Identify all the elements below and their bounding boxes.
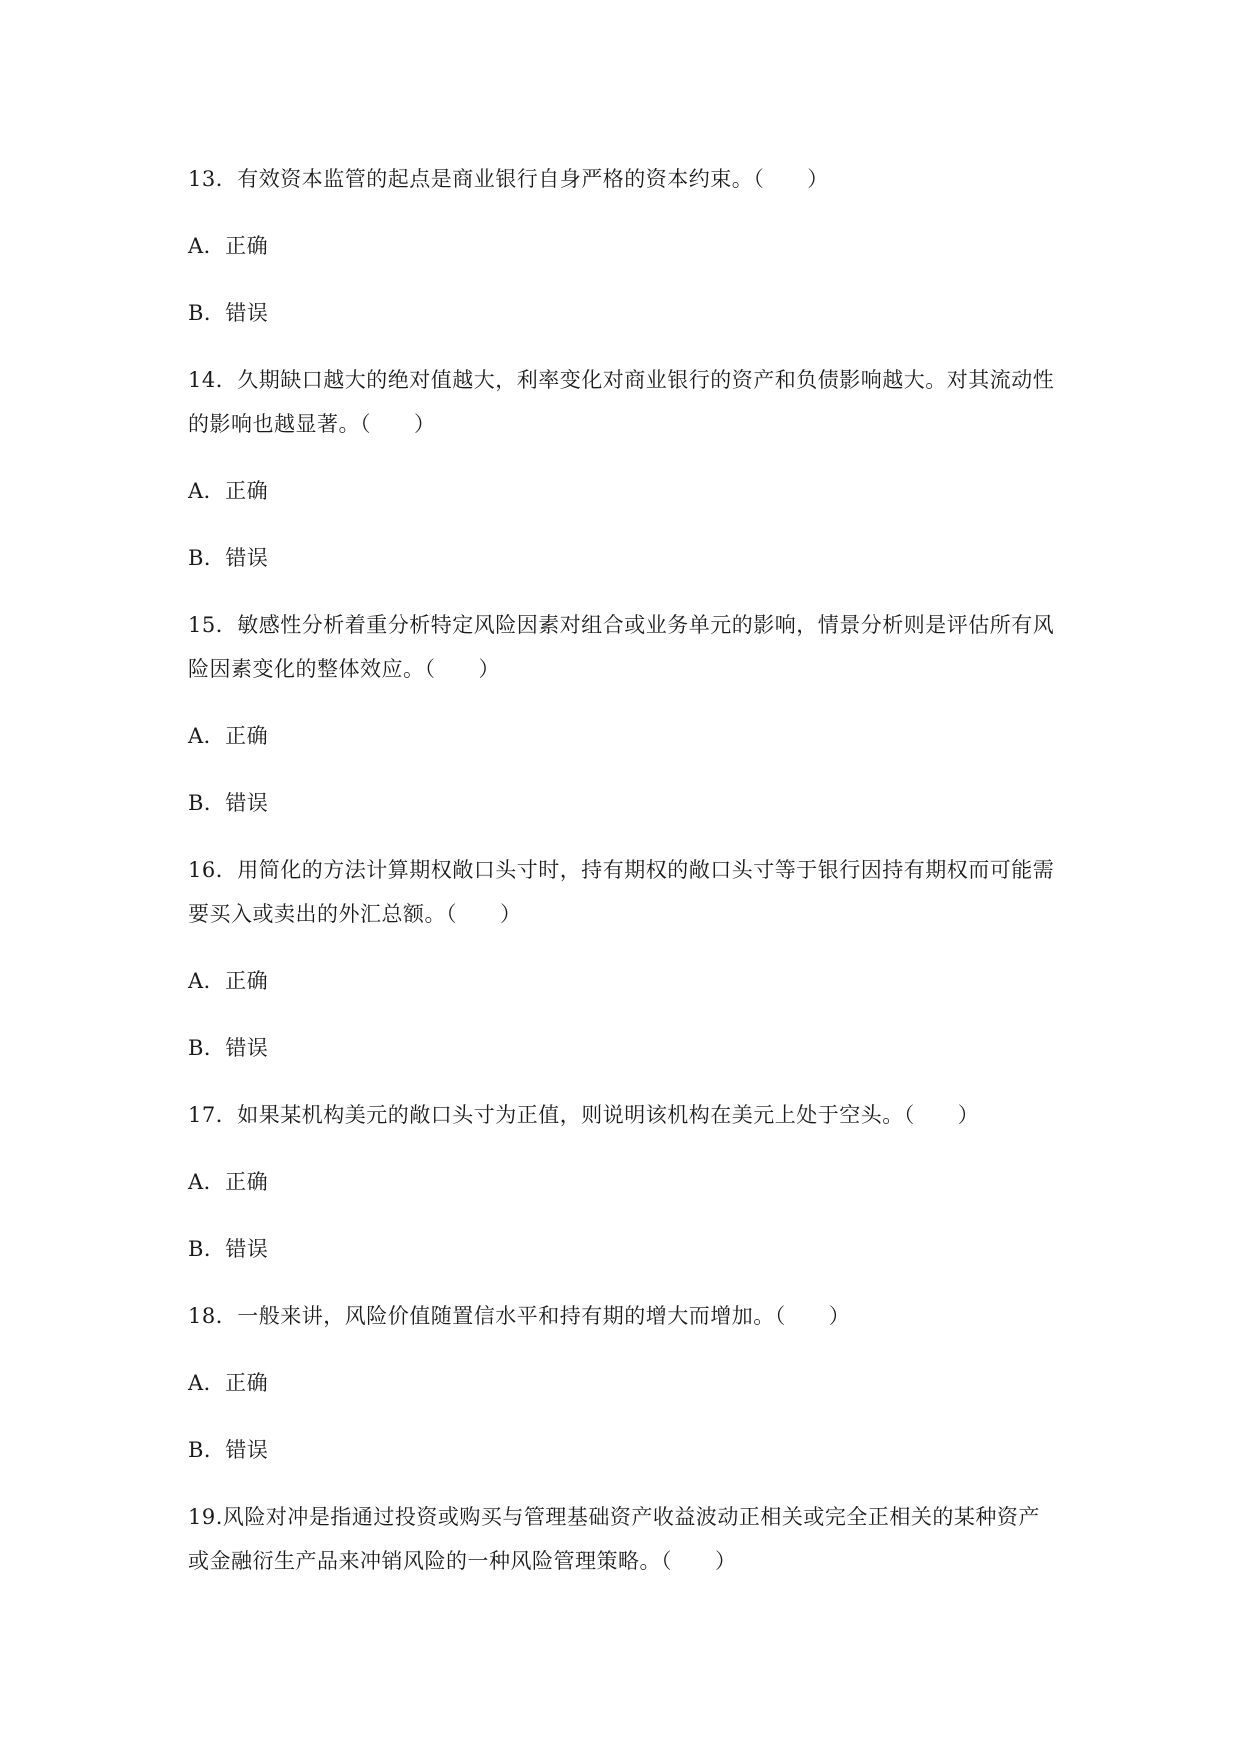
question-16-text-line-1: 16．用简化的方法计算期权敞口头寸时，持有期权的敞口头寸等于银行因持有期权而可能需 <box>188 858 1055 882</box>
question-19-text-line-2: 或金融衍生产品来冲销风险的一种风险管理策略。（ ） <box>188 1549 737 1573</box>
question-14-text-line-2: 的影响也越显著。（ ） <box>188 412 436 436</box>
question-14-option-a: A．正确 <box>188 479 269 503</box>
question-15-text-line-1: 15．敏感性分析着重分析特定风险因素对组合或业务单元的影响，情景分析则是评估所有风 <box>188 613 1055 637</box>
question-13-text: 13．有效资本监管的起点是商业银行自身严格的资本约束。（ ） <box>188 167 829 191</box>
question-15-text-line-2: 险因素变化的整体效应。（ ） <box>188 657 500 681</box>
question-13-option-b: B．错误 <box>188 301 269 325</box>
question-14-text-line-1: 14．久期缺口越大的绝对值越大，利率变化对商业银行的资产和负债影响越大。对其流动性 <box>188 368 1055 392</box>
question-16-option-b: B．错误 <box>188 1036 269 1060</box>
question-17-option-b: B．错误 <box>188 1237 269 1261</box>
question-13-option-a: A．正确 <box>188 234 269 258</box>
question-16-option-a: A．正确 <box>188 969 269 993</box>
question-15-option-b: B．错误 <box>188 791 269 815</box>
question-18-text: 18．一般来讲，风险价值随置信水平和持有期的增大而增加。（ ） <box>188 1304 851 1328</box>
question-19-text-line-1: 19.风险对冲是指通过投资或购买与管理基础资产收益波动正相关或完全正相关的某种资产 <box>188 1505 1040 1529</box>
question-14-option-b: B．错误 <box>188 546 269 570</box>
question-16-text-line-2: 要买入或卖出的外汇总额。（ ） <box>188 902 522 926</box>
question-15-option-a: A．正确 <box>188 724 269 748</box>
question-17-option-a: A．正确 <box>188 1170 269 1194</box>
question-18-option-b: B．错误 <box>188 1438 269 1462</box>
question-17-text: 17．如果某机构美元的敞口头寸为正值，则说明该机构在美元上处于空头。（ ） <box>188 1103 980 1127</box>
question-18-option-a: A．正确 <box>188 1371 269 1395</box>
